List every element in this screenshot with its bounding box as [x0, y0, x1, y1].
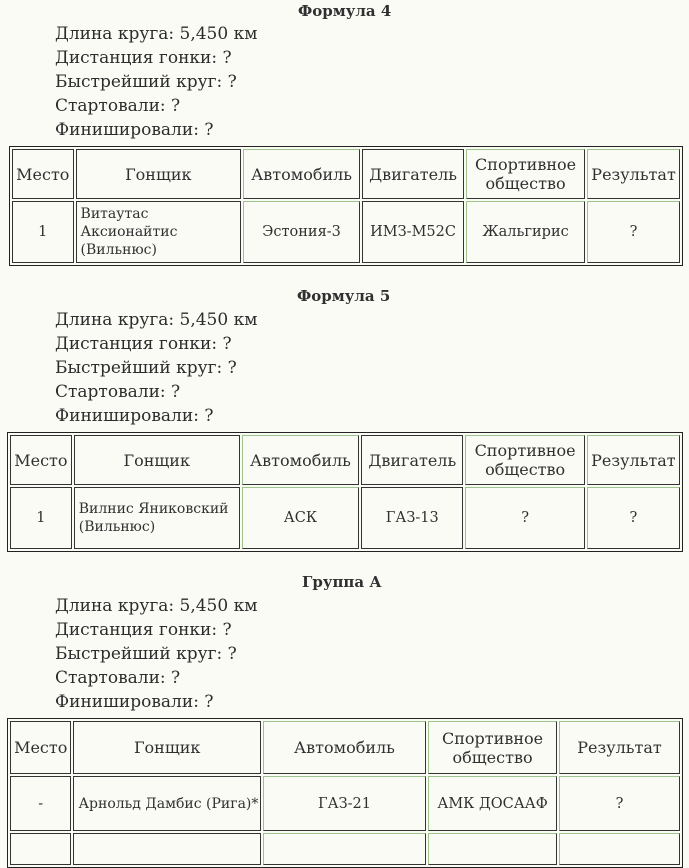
- cell-result: ?: [587, 487, 680, 549]
- cell-driver: Арнольд Дамбис (Рига)*: [73, 776, 260, 831]
- section-title-formula-4: Формула 4: [298, 2, 392, 20]
- header-place: Место: [12, 149, 74, 199]
- fastest-lap: Быстрейший круг: ?: [55, 358, 237, 378]
- header-driver: Гонщик: [76, 149, 242, 199]
- cell-car: [263, 833, 426, 865]
- finished-count: Финишировали: ?: [55, 120, 214, 140]
- header-club: Спортивное общество: [428, 721, 557, 774]
- finished-count: Финишировали: ?: [55, 406, 214, 426]
- finished-count: Финишировали: ?: [55, 692, 214, 712]
- cell-engine: ГАЗ-13: [361, 487, 463, 549]
- table-row-partial: [10, 833, 680, 865]
- table-row: [12, 201, 680, 263]
- results-table-group-a: [7, 718, 683, 868]
- header-car: Автомобиль: [263, 721, 426, 774]
- cell-car: ГАЗ-21: [263, 776, 426, 831]
- cell-place: -: [10, 776, 71, 831]
- started-count: Стартовали: ?: [55, 668, 181, 688]
- header-car: Автомобиль: [242, 435, 359, 485]
- results-table-formula-5: [7, 432, 683, 552]
- cell-place: 1: [12, 201, 74, 263]
- cell-club: АМК ДОСААФ: [428, 776, 557, 831]
- cell-club: [428, 833, 557, 865]
- header-result: Результат: [587, 149, 680, 199]
- cell-result: ?: [587, 201, 680, 263]
- cell-driver: [73, 833, 260, 865]
- header-engine: Двигатель: [361, 435, 463, 485]
- cell-driver: Витаутас Аксионайтис (Вильнюс): [76, 201, 242, 263]
- table-header-row: [10, 721, 680, 774]
- header-club: Спортивное общество: [466, 149, 585, 199]
- header-club: Спортивное общество: [465, 435, 584, 485]
- race-distance: Дистанция гонки: ?: [55, 48, 232, 68]
- cell-car: Эстония-3: [243, 201, 360, 263]
- header-result: Результат: [559, 721, 680, 774]
- fastest-lap: Быстрейший круг: ?: [55, 644, 237, 664]
- cell-result: [559, 833, 680, 865]
- started-count: Стартовали: ?: [55, 96, 181, 116]
- table-row: [10, 776, 680, 831]
- results-table-formula-4: [9, 146, 683, 266]
- table-header-row: [12, 149, 680, 199]
- cell-club: ?: [465, 487, 584, 549]
- race-info-group-a: [55, 594, 257, 714]
- section-title-group-a: Группа А: [302, 573, 382, 591]
- header-driver: Гонщик: [73, 721, 260, 774]
- cell-place: [10, 833, 71, 865]
- section-title-formula-5: Формула 5: [297, 287, 391, 305]
- header-engine: Двигатель: [362, 149, 464, 199]
- header-place: Место: [10, 435, 72, 485]
- started-count: Стартовали: ?: [55, 382, 181, 402]
- header-place: Место: [10, 721, 71, 774]
- race-info-formula-4: [55, 22, 257, 142]
- race-distance: Дистанция гонки: ?: [55, 334, 232, 354]
- fastest-lap: Быстрейший круг: ?: [55, 72, 237, 92]
- lap-length: Длина круга: 5,450 км: [55, 596, 258, 616]
- cell-club: Жальгирис: [466, 201, 585, 263]
- header-car: Автомобиль: [243, 149, 360, 199]
- table-header-row: [10, 435, 680, 485]
- race-distance: Дистанция гонки: ?: [55, 620, 232, 640]
- lap-length: Длина круга: 5,450 км: [55, 24, 258, 44]
- lap-length: Длина круга: 5,450 км: [55, 310, 258, 330]
- race-info-formula-5: [55, 308, 257, 428]
- cell-engine: ИМЗ-М52С: [362, 201, 464, 263]
- cell-result: ?: [559, 776, 680, 831]
- cell-place: 1: [10, 487, 72, 549]
- header-driver: Гонщик: [74, 435, 240, 485]
- cell-driver: Вилнис Яниковский (Вильнюс): [74, 487, 240, 549]
- header-result: Результат: [587, 435, 680, 485]
- cell-car: АСК: [242, 487, 359, 549]
- table-row: [10, 487, 680, 549]
